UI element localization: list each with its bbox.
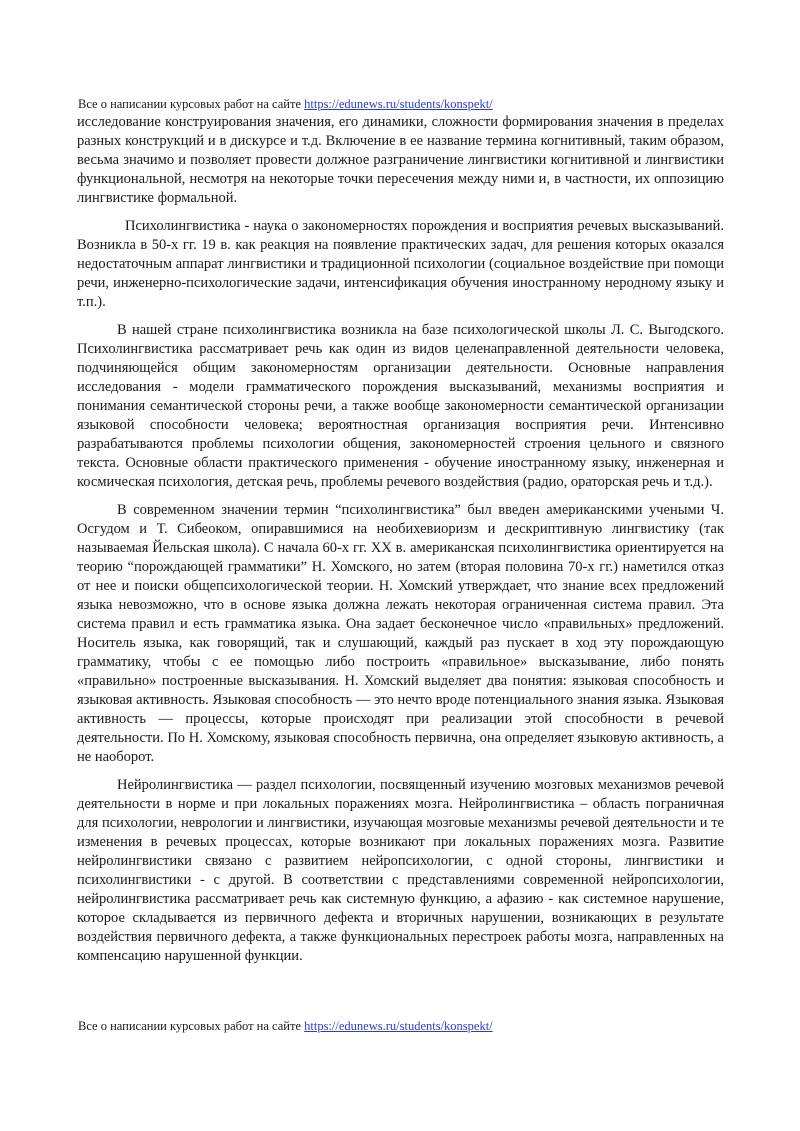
paragraph-continuation: исследование конструирования значения, его динамики, сложности формирования значения в пределах разных конструкций и в дискурсе и т.д. Включение в ее название термина когнитивный, таким образом, весьма значимо и позволяет провести должное разграничение лингвистики когнитивной и лингвистики функциональной, несмотря на некоторые точки пересечения между ними и, в частности, их оппозицию лингвистике формальной.	[77, 114, 724, 206]
page-footer	[78, 1019, 493, 1034]
paragraph-psycholinguistics-modern: В современном значении термин “психолингвистика” был введен американскими учеными Ч. Осгудом и Т. Сибеоком, опиравшимися на необихевиоризм и дескриптивную лингвистику (так называемая Йельская школа). С начала 60-х гг. XX в. американская психолингвистика ориентируется на теорию “порождающей грамматики” Н. Хомского, но затем (вторая половина 70-х гг.) наметился отказ от нее и поиски общепсихологической теории. Н. Хомский утверждает, что знание всех предложений языка невозможно, что в основе языка должна лежать некоторая ограниченная система правил. Эта система правил и есть грамматика языка. Она задает бесконечное число «правильных» предложений. Носитель языка, как говорящий, так и слушающий, каждый раз пускает в ход эту порождающую грамматику, чтобы с ее помощью либо построить «правильное» высказывание, либо понять «правильно» построенные высказывания. Н. Хомский выделяет два понятия: языковая способность и языковая активность. Языковая способность — это нечто вроде потенциального знания языка. Языковая активность — процессы, которые происходят при реализации этой способности в речевой деятельности. По Н. Хомскому, языковая способность первична, она определяет языковую активность, а не наоборот.	[77, 502, 724, 765]
paragraph-psycholinguistics-definition: Психолингвистика - наука о закономерностях порождения и восприятия речевых высказываний. Возникла в 50-х гг. 19 в. как реакция на появление практических задач, для решения которых оказался недостаточным аппарат лингвистики и традиционной психологии (социальное воздействие при помощи речи, инженерно-психологические задачи, интенсификация обучения иностранному неродному языку и т.п.).	[77, 218, 724, 310]
page-header	[78, 97, 493, 112]
footer-link[interactable]: https://edunews.ru/students/konspekt/	[304, 1019, 493, 1033]
footer-text: Все о написании курсовых работ на сайте	[78, 1019, 305, 1033]
paragraph-neurolinguistics: Нейролингвистика — раздел психологии, посвященный изучению мозговых механизмов речевой деятельности в норме и при локальных поражениях мозга. Нейролингвистика – область пограничная для психологии, неврологии и лингвистики, изучающая мозговые механизмы речевой деятельности и те изменения в речевых процессах, которые возникают при локальных поражениях мозга. Развитие нейролингвистики связано с развитием нейропсихологии, с одной стороны, лингвистики и психолингвистики - с другой. В соответствии с представлениями современной нейропсихологии, нейролингвистика рассматривает речь как системную функцию, а афазию - как системное нарушение, которое складывается из первичного дефекта и вторичных нарушении, возникающих в результате воздействия первичного дефекта, а также функциональных перестроек работы мозга, направленных на компенсацию нарушенной функции.	[77, 777, 724, 964]
header-text: Все о написании курсовых работ на сайте	[78, 97, 305, 111]
paragraph-psycholinguistics-russia: В нашей стране психолингвистика возникла на базе психологической школы Л. С. Выгодского. Психолингвистика рассматривает речь как один из видов целенаправленной деятельности человека, подчиняющейся общим закономерностям организации деятельности. Основные направления исследования - модели грамматического порождения высказываний, механизмы восприятия и понимания семантической стороны речи, а также вообще закономерности семантической организации языковой способности человека; вероятностная организация восприятия речи. Интенсивно разрабатываются проблемы психологии общения, закономерностей строения цельного и связного текста. Основные области практического применения - обучение иностранному языку, инженерная и космическая психология, детская речь, проблемы речевого воздействия (радио, ораторская речь и т.д.).	[77, 322, 724, 490]
header-link[interactable]: https://edunews.ru/students/konspekt/	[304, 97, 493, 111]
document-body	[77, 113, 724, 966]
